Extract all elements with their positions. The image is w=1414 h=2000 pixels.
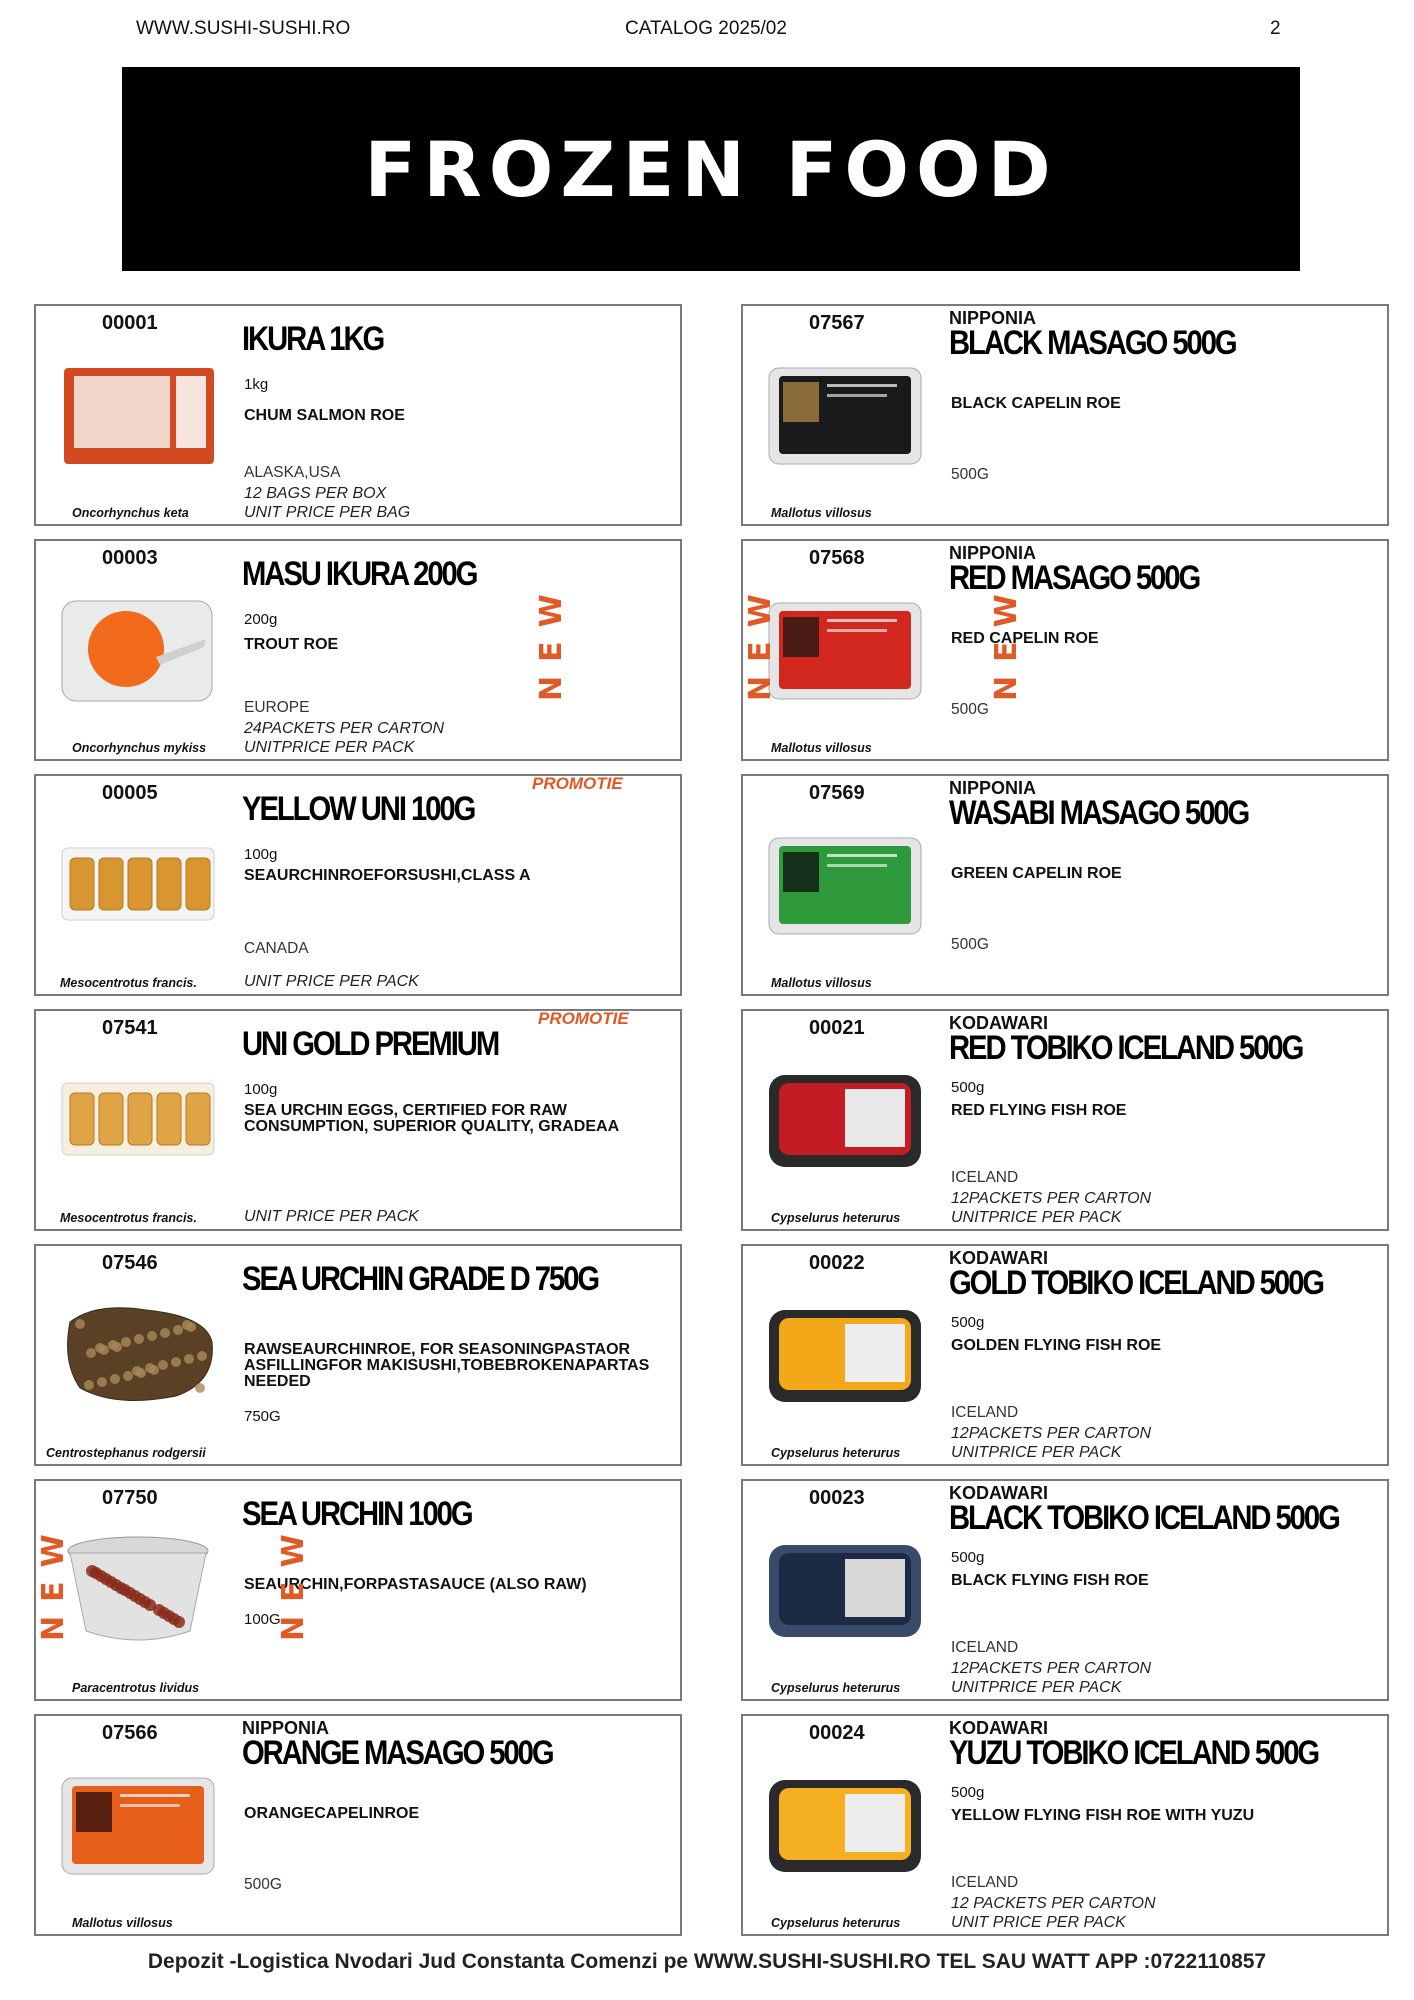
species-name: Paracentrotus lividus bbox=[72, 1681, 200, 1695]
packaging-line: 12PACKETS PER CARTON bbox=[951, 1660, 1152, 1677]
product-description: BLACK CAPELIN ROE bbox=[951, 395, 1121, 412]
product-origin: 500G bbox=[951, 466, 989, 483]
product-description: ORANGECAPELINROE bbox=[244, 1805, 420, 1822]
page-number: 2 bbox=[1270, 18, 1281, 39]
product-brand: KODAWARI bbox=[949, 1483, 1048, 1503]
orange-masago-tray-icon bbox=[56, 1762, 220, 1886]
promotion-badge: PROMOTIE bbox=[532, 774, 623, 793]
product-origin: ICELAND bbox=[951, 1169, 1019, 1186]
product-title: BLACK TOBIKO ICELAND 500G bbox=[949, 1499, 1339, 1537]
product-brand: KODAWARI bbox=[949, 1718, 1048, 1738]
product-code: 07567 bbox=[809, 312, 865, 334]
product-title: SEA URCHIN GRADE D 750G bbox=[242, 1260, 599, 1298]
product-origin: ALASKA,USA bbox=[244, 464, 341, 481]
gold-tobiko-box-icon bbox=[763, 1292, 927, 1416]
product-code: 07569 bbox=[809, 782, 865, 804]
red-masago-tray-icon bbox=[763, 587, 927, 711]
product-quantity: 100g bbox=[244, 846, 278, 863]
product-card[interactable] bbox=[34, 774, 682, 996]
species-name: Cypselurus heterurus bbox=[771, 1446, 901, 1460]
new-badge-left: NEW bbox=[743, 580, 778, 701]
packaging-line: UNIT PRICE PER PACK bbox=[244, 973, 419, 990]
packaging-line: 24PACKETS PER CARTON bbox=[244, 720, 445, 737]
product-code: 00001 bbox=[102, 312, 158, 334]
species-name: Oncorhynchus mykiss bbox=[72, 741, 207, 755]
product-description: SEAURCHINROEFORSUSHI,CLASS A bbox=[244, 867, 531, 884]
footer-contact: Depozit -Logistica Nvodari Jud Constanta Comenzi pe WWW.SUSHI-SUSHI.RO TEL SAU WATT APP :0722110857 bbox=[147, 1950, 1267, 1973]
product-title: GOLD TOBIKO ICELAND 500G bbox=[949, 1264, 1323, 1302]
promotion-badge: PROMOTIE bbox=[538, 1009, 629, 1028]
product-origin: ICELAND bbox=[951, 1404, 1019, 1421]
product-card[interactable] bbox=[741, 1479, 1389, 1701]
product-packaging bbox=[951, 1894, 1156, 1932]
species-name: Mallotus villosus bbox=[771, 741, 872, 755]
packaging-line: UNITPRICE PER PACK bbox=[244, 739, 415, 756]
product-code: 07568 bbox=[809, 547, 865, 569]
uni-gold-tray-icon bbox=[56, 1057, 220, 1181]
product-brand: NIPPONIA bbox=[949, 778, 1037, 798]
species-name: Mesocentrotus francis. bbox=[60, 1211, 197, 1225]
wasabi-masago-tray-icon bbox=[763, 822, 927, 946]
product-title: MASU IKURA 200G bbox=[242, 555, 477, 593]
packaging-line: UNIT PRICE PER PACK bbox=[951, 1914, 1126, 1931]
packaging-line: 12PACKETS PER CARTON bbox=[951, 1190, 1152, 1207]
product-origin: 500G bbox=[951, 701, 989, 718]
new-badge-right: NEW bbox=[989, 580, 1024, 701]
product-card[interactable] bbox=[34, 1714, 682, 1936]
product-brand: NIPPONIA bbox=[242, 1718, 330, 1738]
packaging-line: UNIT PRICE PER BAG bbox=[244, 504, 411, 521]
product-quantity: 1kg bbox=[244, 376, 269, 393]
product-description: TROUT ROE bbox=[244, 636, 339, 653]
product-description: YELLOW FLYING FISH ROE WITH YUZU bbox=[951, 1807, 1255, 1824]
new-badge-left: NEW bbox=[36, 1520, 71, 1641]
product-quantity: 500g bbox=[951, 1784, 985, 1801]
product-title: YELLOW UNI 100G bbox=[242, 790, 475, 828]
species-name: Oncorhynchus keta bbox=[72, 506, 189, 520]
product-title: YUZU TOBIKO ICELAND 500G bbox=[949, 1734, 1319, 1772]
packaging-line: 12 PACKETS PER CARTON bbox=[951, 1895, 1156, 1912]
packaging-line: 12PACKETS PER CARTON bbox=[951, 1425, 1152, 1442]
product-code: 00024 bbox=[809, 1722, 865, 1744]
product-card[interactable] bbox=[34, 1479, 682, 1701]
product-origin: 500G bbox=[951, 936, 989, 953]
product-code: 00023 bbox=[809, 1487, 865, 1509]
species-name: Cypselurus heterurus bbox=[771, 1681, 901, 1695]
product-description: GREEN CAPELIN ROE bbox=[951, 865, 1122, 882]
product-brand: NIPPONIA bbox=[949, 543, 1037, 563]
product-quantity: 100g bbox=[244, 1081, 278, 1098]
product-quantity: 200g bbox=[244, 611, 278, 628]
red-tobiko-box-icon bbox=[763, 1057, 927, 1181]
banner-title: FROZEN FOOD bbox=[364, 124, 1058, 214]
product-code: 00022 bbox=[809, 1252, 865, 1274]
species-name: Cypselurus heterurus bbox=[771, 1916, 901, 1930]
product-title: RED MASAGO 500G bbox=[949, 559, 1200, 597]
black-masago-tray-icon bbox=[763, 352, 927, 476]
yuzu-tobiko-box-icon bbox=[763, 1762, 927, 1886]
ikura-package-icon bbox=[56, 352, 220, 476]
product-packaging bbox=[951, 1424, 1151, 1462]
product-code: 00003 bbox=[102, 547, 158, 569]
new-badge-right: NEW bbox=[276, 1520, 311, 1641]
species-name: Mallotus villosus bbox=[771, 976, 872, 990]
product-code: 00021 bbox=[809, 1017, 865, 1039]
product-description: RED FLYING FISH ROE bbox=[951, 1102, 1127, 1119]
product-description: RAWSEAURCHINROE, FOR SEASONINGPASTAOR ASFILLINGFOR MAKISUSHI,TOBEBROKENAPARTAS NEEDED bbox=[244, 1341, 650, 1390]
product-card[interactable] bbox=[741, 539, 1389, 761]
product-origin: 500G bbox=[244, 1876, 282, 1893]
species-name: Mallotus villosus bbox=[72, 1916, 173, 1930]
product-title: SEA URCHIN 100G bbox=[242, 1495, 472, 1533]
species-name: Centrostephanus rodgersii bbox=[46, 1446, 206, 1460]
product-origin: CANADA bbox=[244, 940, 309, 957]
product-code: 07541 bbox=[102, 1017, 158, 1039]
black-tobiko-box-icon bbox=[763, 1527, 927, 1651]
product-title: WASABI MASAGO 500G bbox=[949, 794, 1249, 832]
sea-urchin-bag-icon bbox=[56, 1292, 220, 1416]
product-title: ORANGE MASAGO 500G bbox=[242, 1734, 553, 1772]
product-description: SEA URCHIN EGGS, CERTIFIED FOR RAW CONSUMPTION, SUPERIOR QUALITY, GRADEAA bbox=[244, 1102, 620, 1135]
product-card[interactable] bbox=[741, 774, 1389, 996]
product-card[interactable] bbox=[741, 1244, 1389, 1466]
product-title: UNI GOLD PREMIUM bbox=[242, 1025, 499, 1063]
packaging-line: UNITPRICE PER PACK bbox=[951, 1209, 1122, 1226]
masu-ikura-tray-icon bbox=[56, 587, 220, 711]
product-brand: NIPPONIA bbox=[949, 308, 1037, 328]
species-name: Mesocentrotus francis. bbox=[60, 976, 197, 990]
product-title: BLACK MASAGO 500G bbox=[949, 324, 1236, 362]
product-description: RED CAPELIN ROE bbox=[951, 630, 1099, 647]
yellow-uni-tray-icon bbox=[56, 822, 220, 946]
product-code: 00005 bbox=[102, 782, 158, 804]
product-card[interactable] bbox=[741, 1009, 1389, 1231]
product-card[interactable] bbox=[34, 539, 682, 761]
product-packaging bbox=[244, 972, 419, 991]
product-code: 07566 bbox=[102, 1722, 158, 1744]
product-origin: ICELAND bbox=[951, 1639, 1019, 1656]
packaging-line: UNITPRICE PER PACK bbox=[951, 1444, 1122, 1461]
product-title: RED TOBIKO ICELAND 500G bbox=[949, 1029, 1303, 1067]
packaging-line: UNITPRICE PER PACK bbox=[951, 1679, 1122, 1696]
product-code: 07546 bbox=[102, 1252, 158, 1274]
product-packaging bbox=[244, 484, 410, 522]
product-brand: KODAWARI bbox=[949, 1248, 1048, 1268]
product-packaging bbox=[244, 1207, 419, 1226]
packaging-line: 12 BAGS PER BOX bbox=[244, 485, 387, 502]
section-banner bbox=[122, 67, 1300, 271]
product-quantity: 500g bbox=[951, 1314, 985, 1331]
packaging-line: UNIT PRICE PER PACK bbox=[244, 1208, 419, 1225]
product-quantity: 100G bbox=[244, 1611, 281, 1628]
product-quantity: 500g bbox=[951, 1549, 985, 1566]
species-name: Mallotus villosus bbox=[771, 506, 872, 520]
product-description: CHUM SALMON ROE bbox=[244, 407, 405, 424]
product-packaging bbox=[951, 1659, 1151, 1697]
catalog-edition: CATALOG 2025/02 bbox=[625, 18, 787, 39]
product-description: BLACK FLYING FISH ROE bbox=[951, 1572, 1149, 1589]
product-title: IKURA 1KG bbox=[242, 320, 384, 358]
product-card[interactable] bbox=[34, 1009, 682, 1231]
product-description: SEAURCHIN,FORPASTASAUCE (ALSO RAW) bbox=[244, 1576, 587, 1593]
product-description: GOLDEN FLYING FISH ROE bbox=[951, 1337, 1162, 1354]
product-quantity: 500g bbox=[951, 1079, 985, 1096]
product-origin: ICELAND bbox=[951, 1874, 1019, 1891]
product-card[interactable] bbox=[34, 304, 682, 526]
new-badge-right: NEW bbox=[534, 580, 569, 701]
product-card[interactable] bbox=[741, 1714, 1389, 1936]
sea-urchin-cup-icon bbox=[56, 1527, 220, 1651]
product-brand: KODAWARI bbox=[949, 1013, 1048, 1033]
species-name: Cypselurus heterurus bbox=[771, 1211, 901, 1225]
product-card[interactable] bbox=[741, 304, 1389, 526]
product-quantity: 750G bbox=[244, 1408, 281, 1425]
product-card[interactable] bbox=[34, 1244, 682, 1466]
product-packaging bbox=[951, 1189, 1151, 1227]
product-packaging bbox=[244, 719, 444, 757]
product-origin: EUROPE bbox=[244, 699, 310, 716]
site-url[interactable]: WWW.SUSHI-SUSHI.RO bbox=[136, 18, 351, 39]
product-code: 07750 bbox=[102, 1487, 158, 1509]
